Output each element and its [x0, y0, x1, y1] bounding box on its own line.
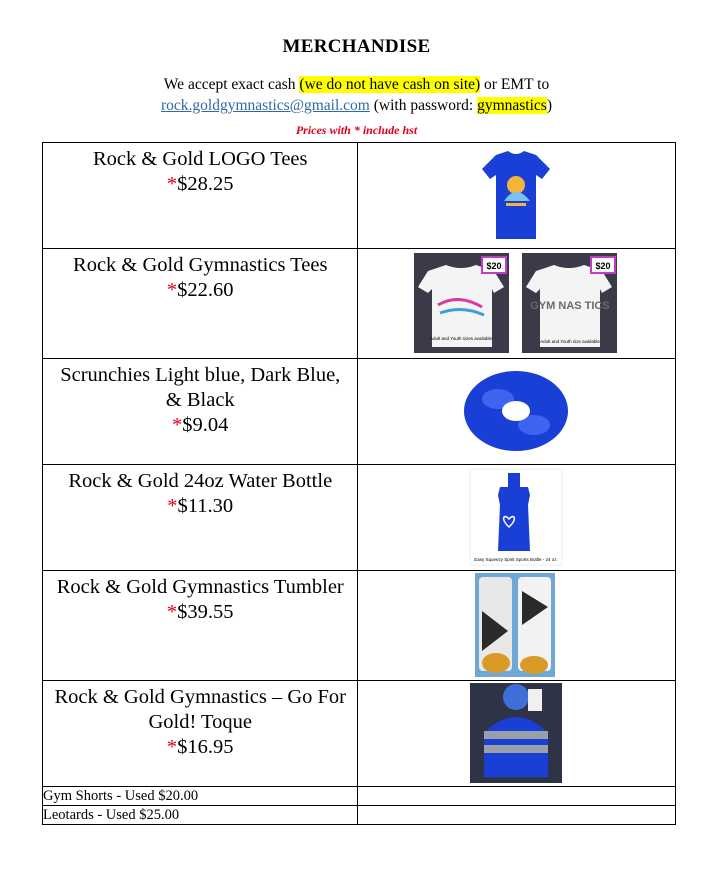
water-bottle-image: [358, 465, 675, 569]
item-name: Rock & Gold Gymnastics Tees: [73, 254, 328, 276]
table-row: [43, 787, 676, 806]
toque-image: [358, 681, 675, 785]
item-cell: [43, 249, 358, 359]
item-cell: [43, 143, 358, 249]
used-item-label: Gym Shorts - Used $20.00: [43, 787, 358, 806]
price-badge-2: $20: [595, 261, 611, 271]
price-value: $11.30: [177, 495, 234, 517]
item-name: Rock & Gold 24oz Water Bottle: [68, 470, 333, 492]
hst-star: *: [172, 414, 183, 436]
hst-note: Prices with * include hst: [295, 123, 418, 137]
tumbler-image: [358, 571, 675, 679]
hst-star: *: [166, 173, 178, 195]
item-price: [43, 735, 357, 760]
image-cell: [358, 359, 676, 465]
hst-star: *: [166, 279, 178, 301]
payment-text: We accept exact cash: [163, 76, 300, 93]
item-price: [43, 172, 357, 197]
image-caption-1: Adult and Youth sizes available: [430, 336, 493, 341]
payment-text-emt: or EMT to: [480, 76, 550, 93]
payment-line-1: [0, 74, 713, 95]
empty-cell: [358, 787, 676, 806]
price-value: $39.55: [177, 601, 234, 623]
price-value: $22.60: [177, 279, 234, 301]
scrunchie-image: [358, 359, 675, 463]
logo-tee-image: [358, 143, 675, 247]
price-value: $16.95: [177, 736, 234, 758]
table-row: [43, 571, 676, 681]
payment-instructions: [0, 74, 713, 116]
table-row: [43, 681, 676, 787]
image-cell: [358, 571, 676, 681]
item-price: [43, 278, 357, 303]
item-name: Rock & Gold LOGO Tees: [92, 148, 308, 170]
item-name: Rock & Gold Gymnastics Tumbler: [56, 576, 344, 598]
table-row: [43, 465, 676, 571]
gymnastics-tees-image: [358, 249, 675, 357]
password-highlight: gymnastics: [477, 97, 547, 114]
price-value: $9.04: [182, 414, 229, 436]
bottle-caption: Easy Squeezy Spirit Sports Bottle - 24 oz.: [474, 557, 559, 562]
price-badge-1: $20: [486, 261, 502, 271]
table-row: [43, 143, 676, 249]
merchandise-table: [42, 142, 676, 825]
email-link[interactable]: rock.goldgymnastics@gmail.com: [161, 97, 370, 114]
item-cell: [43, 359, 358, 465]
hst-star: *: [166, 736, 178, 758]
image-cell: [358, 249, 676, 359]
item-name: Scrunchies Light blue, Dark Blue, & Black: [60, 364, 341, 411]
table-row: [43, 806, 676, 825]
hst-star: *: [167, 495, 178, 517]
image-cell: [358, 465, 676, 571]
image-cell: [358, 143, 676, 249]
password-text: (with password:: [369, 97, 478, 114]
item-price: [43, 413, 357, 438]
item-price: [43, 600, 357, 625]
payment-line-2: [0, 95, 713, 116]
used-item-label: Leotards - Used $25.00: [43, 806, 358, 825]
gym-tee-graphic-text: GYM NAS TICS: [530, 300, 611, 312]
item-price: [43, 494, 357, 519]
empty-cell: [358, 806, 676, 825]
item-cell: [43, 681, 358, 787]
password-close: ): [546, 97, 552, 114]
price-value: $28.25: [177, 173, 234, 195]
item-name: Rock & Gold Gymnastics – Go For Gold! Toque: [54, 686, 347, 733]
table-row: [43, 249, 676, 359]
table-row: [43, 359, 676, 465]
page-title: MERCHANDISE: [282, 36, 431, 57]
hst-star: *: [166, 601, 178, 623]
image-cell: [358, 681, 676, 787]
image-caption-2: Adult and Youth size available: [540, 339, 601, 344]
cash-warning-highlight: (we do not have cash on site): [299, 76, 481, 93]
item-cell: [43, 571, 358, 681]
item-cell: [43, 465, 358, 571]
